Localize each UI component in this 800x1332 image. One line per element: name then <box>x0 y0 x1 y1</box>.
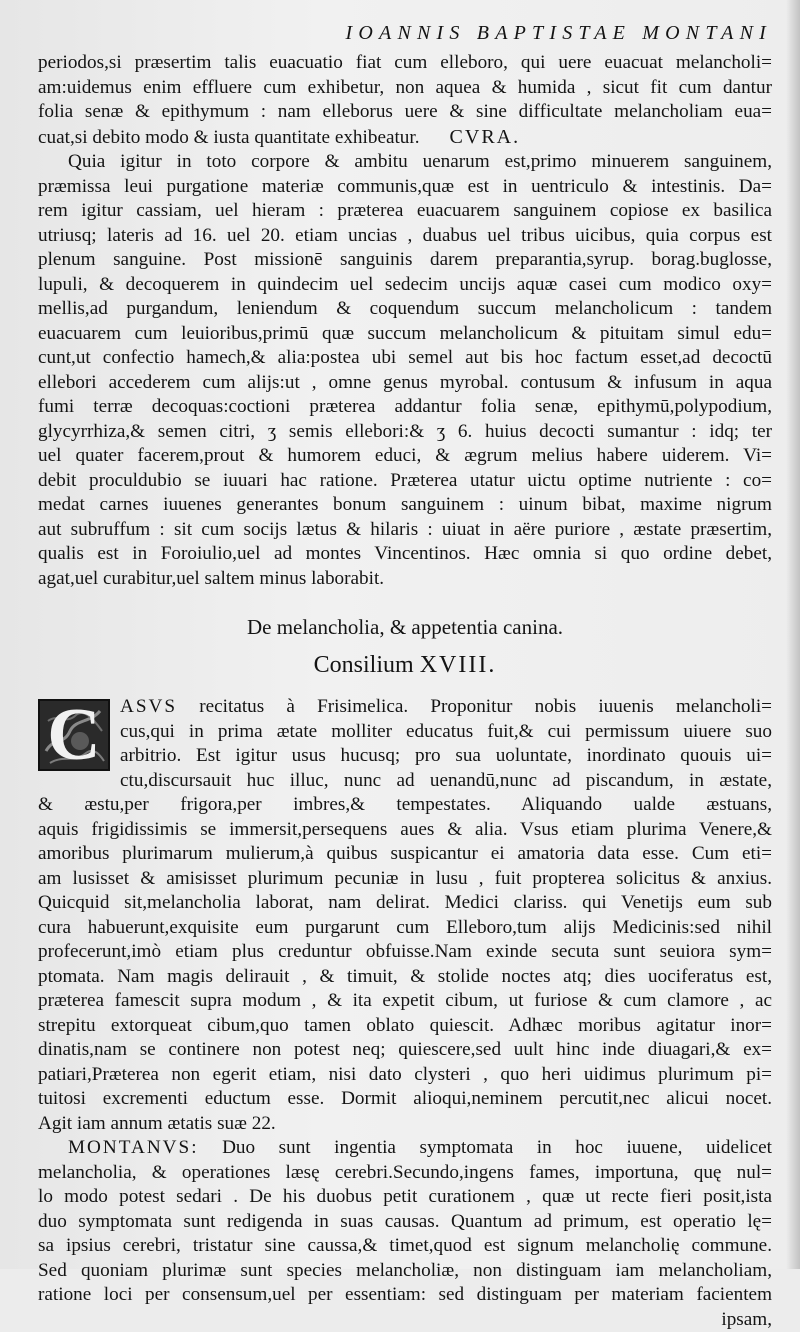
text-line: Quicquid sit,melancholia laborat, nam delirat. Medici clariss. qui Venetijs eum sub <box>38 891 772 916</box>
decorated-initial <box>38 699 110 771</box>
text-line: MONTANVS: Duo sunt ingentia symptomata in hoc iuuene, uidelicet <box>38 1136 772 1161</box>
text-line: ptomata. Nam magis delirauit , & timuit, & stolide noctes atq; dies uociferatus est, <box>38 965 772 990</box>
running-head: IOANNIS BAPTISTAE MONTANI <box>38 22 772 45</box>
text-line: cus,qui in prima ætate molliter educatus fuit,& cui permissum uiuere suo <box>38 720 772 745</box>
consilium-number: XVIII. <box>420 652 497 678</box>
text-line: plenum sanguine. Post missionē sanguinis darem preparantia,syrup. borag.buglosse, <box>38 248 772 273</box>
text-line: patiari,Præterea non egerit etiam, nisi dato clysteri , quo heri uidimus plurimum pi= <box>38 1063 772 1088</box>
cura-heading: CVRA. <box>450 126 521 148</box>
text-line: fumi terræ decoquas:coctioni præterea addantur folia senæ, epithymū,polypodium, <box>38 395 772 420</box>
text-line: aut subruffum : sit cum socijs lætus & hilaris : uiuat in aëre puriore , æstate præsertim, <box>38 518 772 543</box>
main-text <box>38 51 772 1332</box>
text-line: ellebori accederem cum alijs:ut , omne genus myrobal. contusum & infusum in aqua <box>38 371 772 396</box>
text-line: arbitrio. Est igitur usus hucusq; pro sua uoluntate, inordinato quouis ui= <box>38 744 772 769</box>
text-line: amoribus plurimarum mulierum,à quibus suspicantur ei amatoria data esse. Cum eti= <box>38 842 772 867</box>
text-line: qualis est in Foroiulio,uel ad montes Vincentinos. Hæc omnia si quo ordine debet, <box>38 542 772 567</box>
text-line: Agit iam annum ætatis suæ 22. <box>38 1112 772 1137</box>
section-heading: De melancholia, & appetentia canina. <box>38 615 772 640</box>
text-line: glycyrrhiza,& semen citri, ʒ semis ellebori:& ʒ 6. huius decocti sumantur : idq; ter <box>38 420 772 445</box>
text-line: ipsam, <box>38 1308 772 1332</box>
text-line: medat carnes iuuenes generantes bonum sanguinem : uinum bibat, maxime nigrum <box>38 493 772 518</box>
text-line: euacuarem cum leuioribus,primū quæ succum melancholicum & pituitam simul edu= <box>38 322 772 347</box>
page-gutter-shadow <box>786 0 800 1269</box>
text-line: ctu,discursauit huc illuc, nunc ad uenandū,nunc ad piscandum, in æstate, <box>38 769 772 794</box>
text-line: Sed quoniam plurimæ sunt species melancholiæ, non distinguam iam melancholiam, <box>38 1259 772 1284</box>
text-line: uel quater facerem,prout & humorem educi, & ægrum melius habere uiderem. Vi= <box>38 444 772 469</box>
text-line: rem igitur cassiam, uel hieram : præterea euacuarem sanguinem copiose ex basilica <box>38 199 772 224</box>
text-line: profecerunt,imò etiam plus creduntur obfuisse.Nam exinde secuta sunt seuiora sym= <box>38 940 772 965</box>
text-line: am lusisset & amisisset plurimum pecuniæ in lusu , fuit propterea solicitus & anxius. <box>38 867 772 892</box>
text-line: strepitu extorqueat cibum,quo tamen oblato quiescit. Adhæc moribus agitatur inor= <box>38 1014 772 1039</box>
montanus-label: MONTANVS: <box>68 1137 199 1158</box>
text-line: debit proculdubio se iuuari hac ratione. Præterea utatur uictu optime nutriente : co= <box>38 469 772 494</box>
text-line: periodos,si præsertim talis euacuatio fiat cum elleboro, qui uere euacuat melancholi= <box>38 51 772 76</box>
text-line: cuat,si debito modo & iusta quantitate exhibeatur. CVRA. <box>38 125 772 151</box>
text-line: agat,uel curabitur,uel saltem minus laborabit. <box>38 567 772 592</box>
text-line: ASVS recitatus à Frisimelica. Proponitur nobis iuuenis melancholi= <box>38 695 772 720</box>
text-line: tuitosi excrementi eductum esse. Dormit alioqui,neminem percutit,nec alicui nocet. <box>38 1087 772 1112</box>
text-line: præterea famescit supra modum , & ita expetit cibum, ut furiose & cum clamore , ac <box>38 989 772 1014</box>
text-line: duo symptomata sunt redigenda in suas causas. Quantum ad primum, est operatio lę= <box>38 1210 772 1235</box>
text-line: sa ipsius cerebri, tristatur sine caussa,& timet,quod est signum melancholię commune. <box>38 1234 772 1259</box>
text-line: ratione loci per consensum,uel per essentiam: sed distinguam per materiam facientem <box>38 1283 772 1308</box>
consilium-label: Consilium <box>314 652 414 678</box>
casus-first-word: ASVS <box>120 696 177 717</box>
text-line: mellis,ad purgandum, leniendum & coquendum succum melancholicum : tandem <box>38 297 772 322</box>
text-line: præmissa leui purgatione materiæ communis,quæ est in uentriculo & intestinis. Da= <box>38 175 772 200</box>
text-line: folia senæ & epithymum : nam elleborus uere & sine difficultate melancholiam eua= <box>38 100 772 125</box>
text-line: lupuli, & decoquerem in quindecim uel sedecim uncijs aquæ casei cum modico oxy= <box>38 273 772 298</box>
text-line: dinatis,nam se continere non potest neq; quiescere,sed uult hinc inde diuagari,& ex= <box>38 1038 772 1063</box>
text-line: lo modo potest sedari . De his duobus petit curationem , quæ ut recte fieri posit,ista <box>38 1185 772 1210</box>
text-line: melancholia, & operationes læsę cerebri.Secundo,ingens fames, importuna, quę nul= <box>38 1161 772 1186</box>
text-line: am:uidemus enim effluere cum exhibetur, non aquea & humida , sicut fit cum dantur <box>38 76 772 101</box>
initial-letter: C <box>40 701 108 769</box>
consilium-title <box>38 652 772 679</box>
text-line: cunt,ut confectio hamech,& alia:postea ubi semel aut bis hoc factum esset,ad decoctū <box>38 346 772 371</box>
text-line: Quia igitur in toto corpore & ambitu uenarum est,primo minuerem sanguinem, <box>38 150 772 175</box>
text-line: aquis frigidissimis se immersit,persequens aues & alia. Vsus etiam plurima Venere,& <box>38 818 772 843</box>
text-line: cura habuerunt,exquisite eum purgarunt cum Elleboro,tum alijs Medicinis:sed nihil <box>38 916 772 941</box>
text-line: utriusq; lateris ad 16. uel 20. etiam uncias , duabus uel tribus uicibus, quia corpus est <box>38 224 772 249</box>
text-line: & æstu,per frigora,per imbres,& tempestates. Aliquando ualde æstuans, <box>38 793 772 818</box>
